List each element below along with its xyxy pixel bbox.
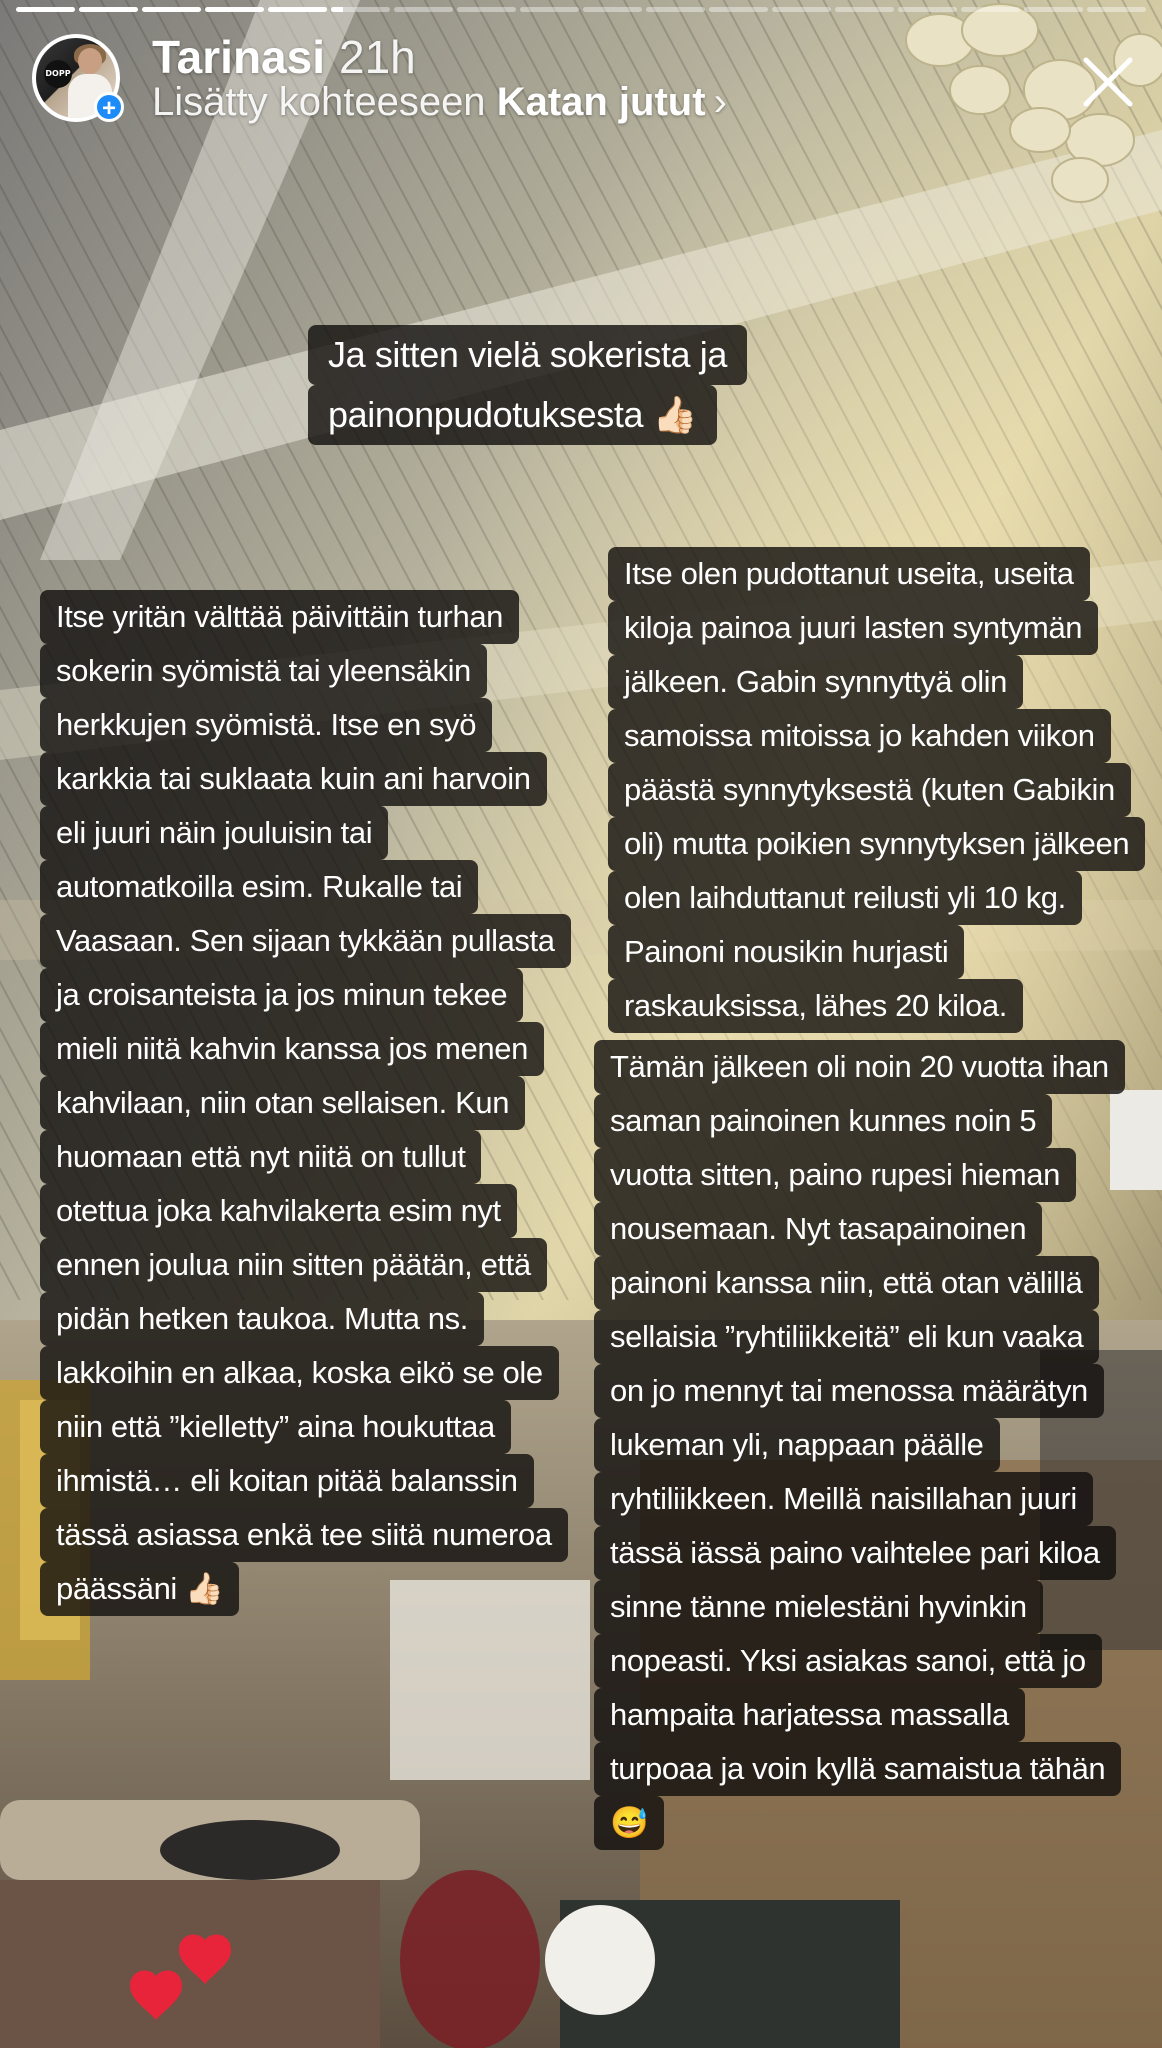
story-progress-bar (16, 7, 1146, 12)
added-to-label: Lisätty kohteeseen (152, 80, 486, 124)
heart-icon (179, 1935, 231, 1984)
text-line: automatkoilla esim. Rukalle tai (40, 860, 478, 914)
progress-segment (1087, 7, 1146, 12)
text-line: kiloja painoa juuri lasten syntymän (608, 601, 1098, 655)
progress-segment (709, 7, 768, 12)
text-line: nopeasti. Yksi asiakas sanoi, että jo (594, 1634, 1102, 1688)
text-line: otettua joka kahvilakerta esim nyt (40, 1184, 517, 1238)
text-line: tässä iässä paino vaihtelee pari kiloa (594, 1526, 1116, 1580)
text-line: Itse yritän välttää päivittäin turhan (40, 590, 519, 644)
heart-reactions (120, 1932, 260, 2042)
text-line: vuotta sitten, paino rupesi hieman (594, 1148, 1076, 1202)
progress-segment (961, 7, 1020, 12)
text-line: päässäni 👍🏻 (40, 1562, 239, 1616)
progress-segment (772, 7, 831, 12)
text-line: lukeman yli, nappaan päälle (594, 1418, 1000, 1472)
avatar-sign-text: DOPP (44, 60, 72, 88)
text-line: sinne tänne mielestäni hyvinkin (594, 1580, 1043, 1634)
text-line: ihmistä… eli koitan pitää balanssin (40, 1454, 534, 1508)
text-line: painonpudotuksesta 👍🏻 (308, 385, 717, 445)
title-text-card (308, 325, 747, 445)
text-line: lakkoihin en alkaa, koska eikö se ole (40, 1346, 559, 1400)
left-text-card (40, 590, 571, 1616)
text-line: ryhtiliikkeen. Meillä naisillahan juuri (594, 1472, 1093, 1526)
username[interactable]: Tarinasi (152, 31, 325, 83)
text-line: sokerin syömistä tai yleensäkin (40, 644, 487, 698)
story-timestamp: 21h (339, 31, 416, 83)
text-line: oli) mutta poikien synnytyksen jälkeen (608, 817, 1145, 871)
text-line: tässä asiassa enkä tee siitä numeroa (40, 1508, 568, 1562)
right-text-card-top (608, 547, 1145, 1033)
text-line: ennen joulua niin sitten päätän, että (40, 1238, 547, 1292)
progress-segment (79, 7, 138, 12)
add-story-plus-icon[interactable]: + (94, 92, 124, 122)
text-line: pidän hetken taukoa. Mutta ns. (40, 1292, 484, 1346)
progress-segment (457, 7, 516, 12)
text-line: eli juuri näin jouluisin tai (40, 806, 388, 860)
text-line: kahvilaan, niin otan sellaisen. Kun (40, 1076, 525, 1130)
text-line: ja croisanteista ja jos minun tekee (40, 968, 523, 1022)
text-line: saman painoinen kunnes noin 5 (594, 1094, 1052, 1148)
text-line: karkkia tai suklaata kuin ani harvoin (40, 752, 547, 806)
highlight-name[interactable]: Katan jutut (496, 80, 706, 124)
chevron-right-icon: › (713, 80, 727, 124)
text-line: on jo mennyt tai menossa määrätyn (594, 1364, 1104, 1418)
highlight-link[interactable] (152, 80, 727, 125)
text-line: jälkeen. Gabin synnyttyä olin (608, 655, 1023, 709)
text-line: raskauksissa, lähes 20 kiloa. (608, 979, 1023, 1033)
text-line: samoissa mitoissa jo kahden viikon (608, 709, 1111, 763)
text-line: 😅 (594, 1796, 664, 1850)
text-line: Vaasaan. Sen sijaan tykkään pullasta (40, 914, 571, 968)
text-line: mieli niitä kahvin kanssa jos menen (40, 1022, 544, 1076)
text-line: huomaan että nyt niitä on tullut (40, 1130, 481, 1184)
text-line: niin että ”kielletty” aina houkuttaa (40, 1400, 511, 1454)
progress-segment (583, 7, 642, 12)
text-line: Painoni nousikin hurjasti (608, 925, 964, 979)
text-line: painoni kanssa niin, että otan välillä (594, 1256, 1099, 1310)
progress-segment (331, 7, 390, 12)
progress-segment (520, 7, 579, 12)
text-line: päästä synnytyksestä (kuten Gabikin (608, 763, 1131, 817)
text-line: nousemaan. Nyt tasapainoinen (594, 1202, 1042, 1256)
progress-segment (394, 7, 453, 12)
text-line: turpoaa ja voin kyllä samaistua tähän (594, 1742, 1121, 1796)
text-line: Ja sitten vielä sokerista ja (308, 325, 747, 385)
progress-segment (142, 7, 201, 12)
text-line: Itse olen pudottanut useita, useita (608, 547, 1090, 601)
text-line: olen laihduttanut reilusti yli 10 kg. (608, 871, 1082, 925)
heart-icon (130, 1971, 182, 2020)
close-icon[interactable] (1076, 50, 1140, 114)
text-line: Tämän jälkeen oli noin 20 vuotta ihan (594, 1040, 1125, 1094)
progress-segment (268, 7, 327, 12)
text-line: sellaisia ”ryhtiliikkeitä” eli kun vaaka (594, 1310, 1099, 1364)
right-text-card-bottom (594, 1040, 1125, 1850)
progress-segment (1024, 7, 1083, 12)
progress-segment (646, 7, 705, 12)
progress-segment (835, 7, 894, 12)
story-owner[interactable] (152, 30, 416, 84)
progress-segment (898, 7, 957, 12)
progress-segment (16, 7, 75, 12)
text-line: hampaita harjatessa massalla (594, 1688, 1025, 1742)
progress-segment (205, 7, 264, 12)
text-line: herkkujen syömistä. Itse en syö (40, 698, 492, 752)
